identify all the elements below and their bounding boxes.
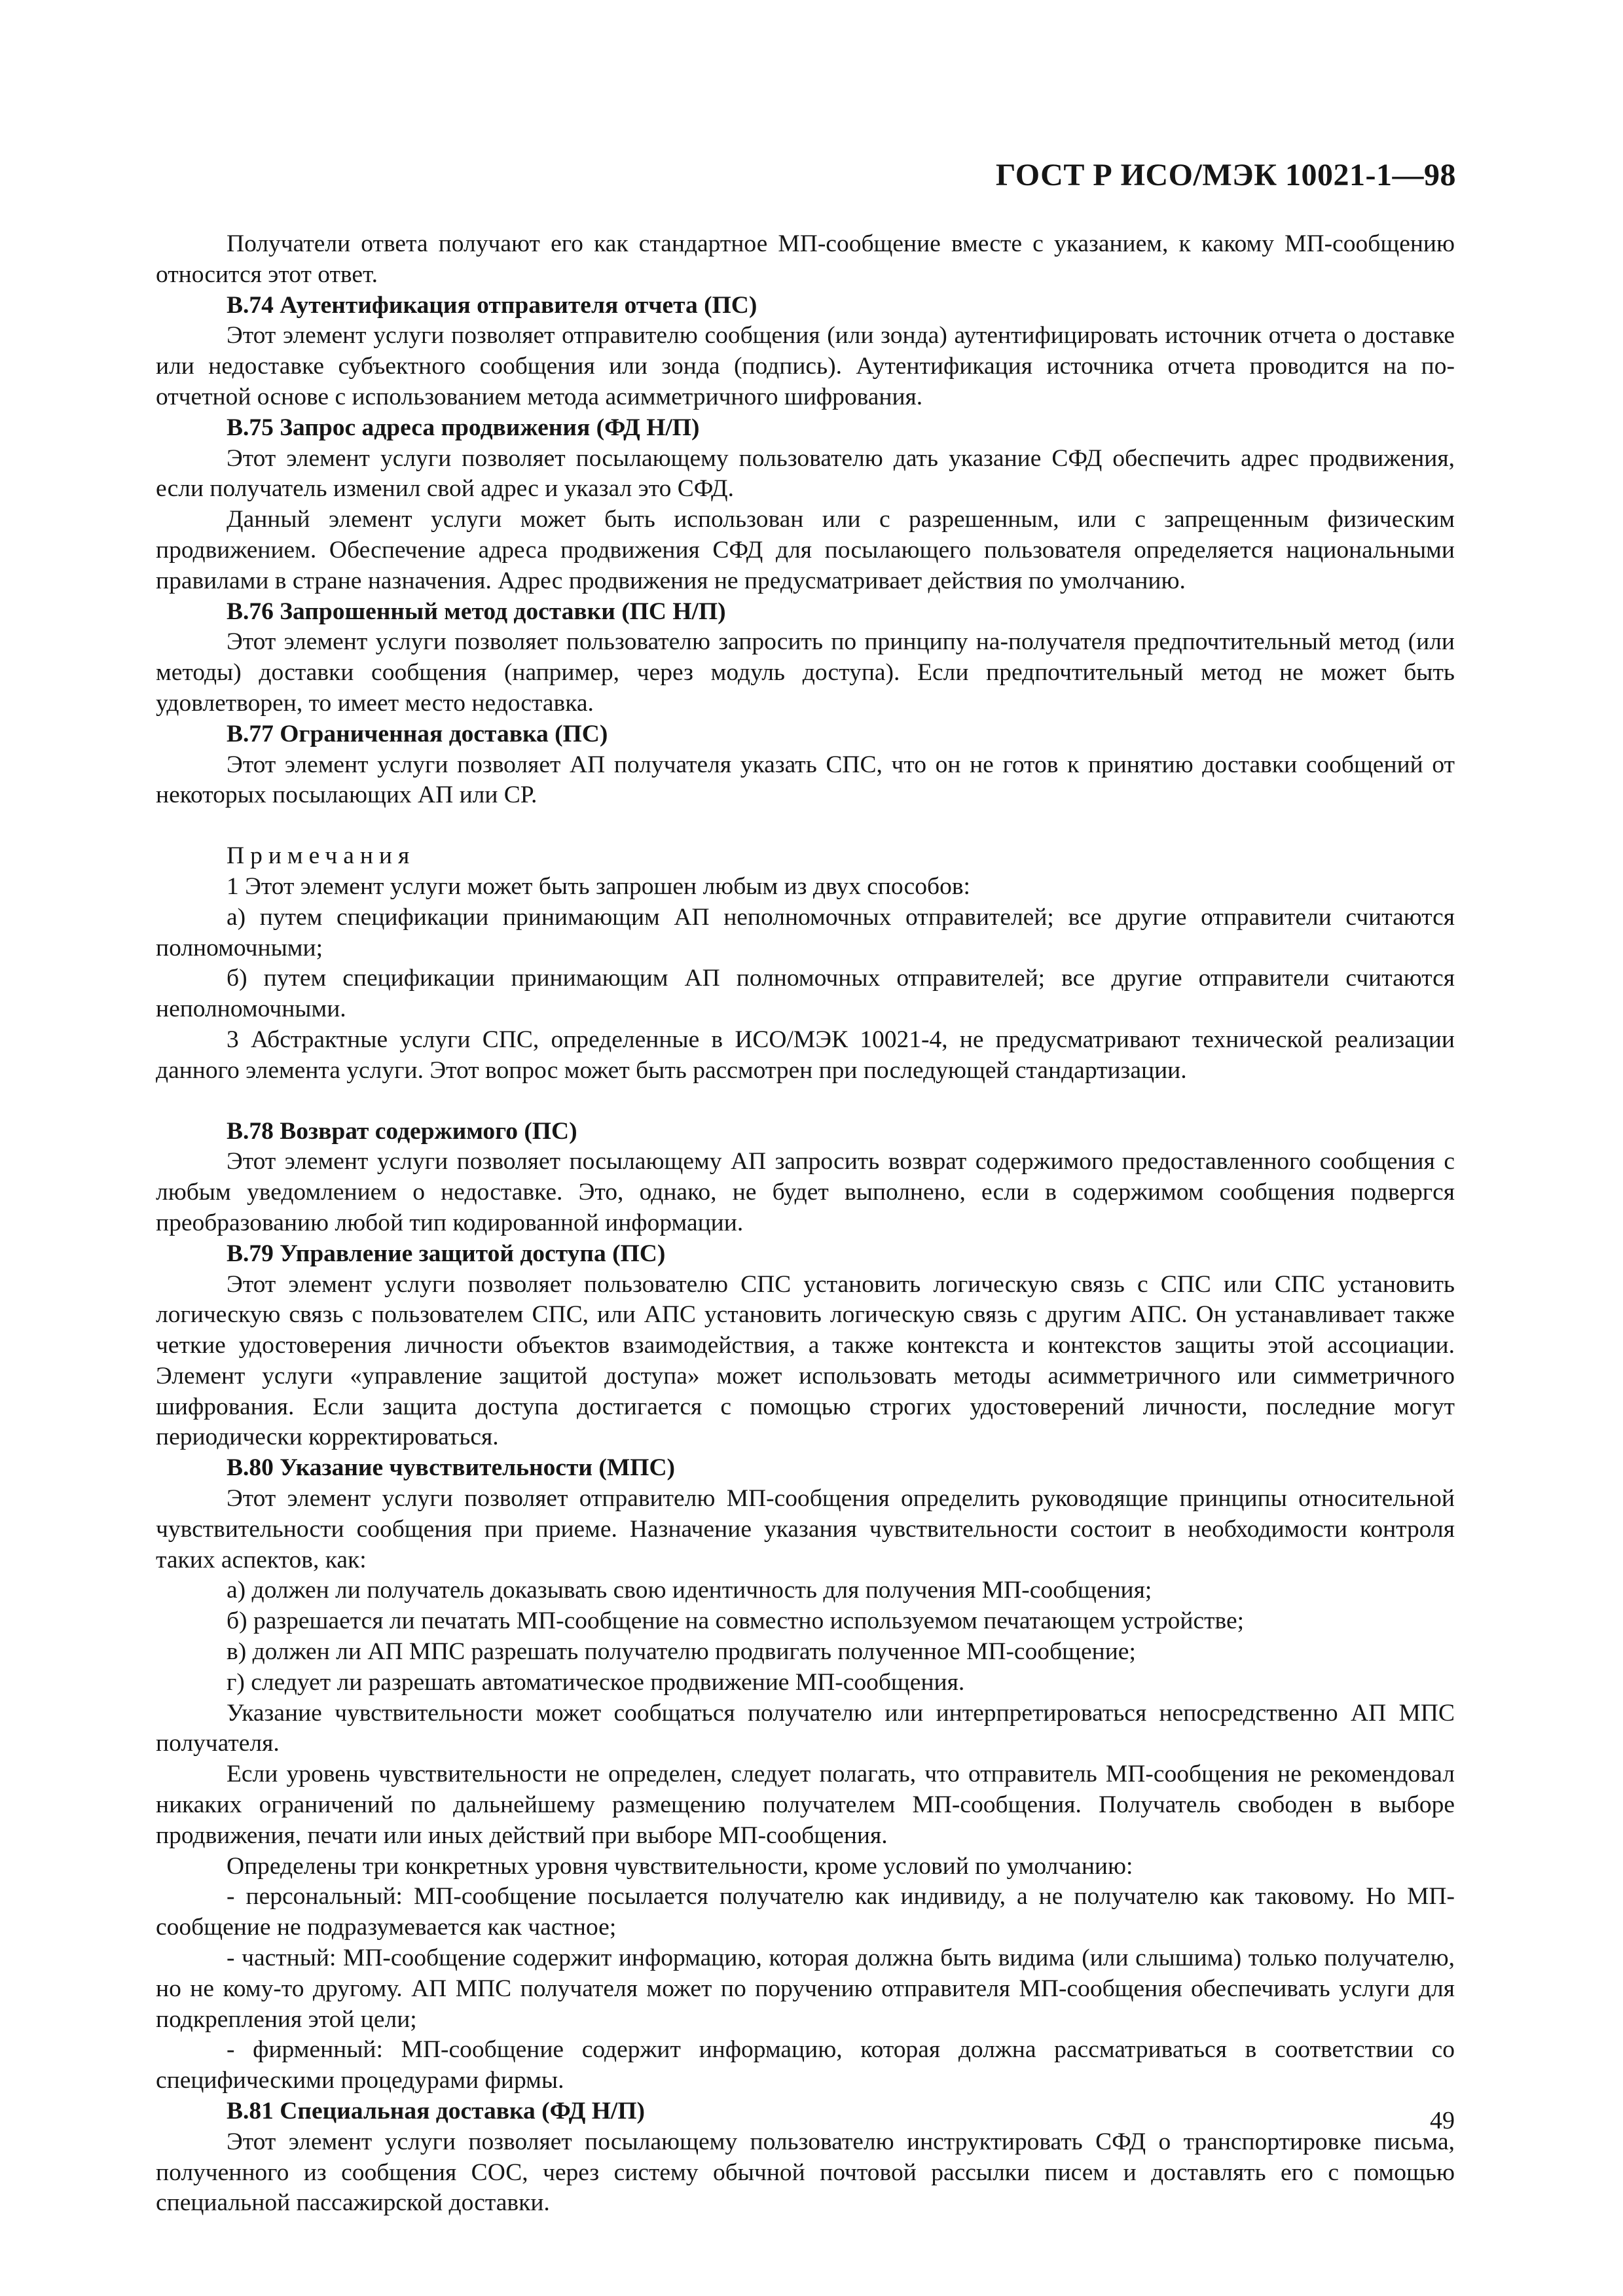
paragraph: Получатели ответа получают его как стандартное МП-сообщение вместе с указанием, к какому МП-сообщению относится этот ответ. [156, 230, 1455, 288]
paragraph: Этот элемент услуги позволяет АП получателя указать СПС, что он не готов к принятию доставки сообщений от некоторых посылающих АП или СР. [156, 751, 1455, 809]
list-item: - фирменный: МП-сообщение содержит информацию, которая должна рассматриваться в соответствии со специфическими процедурами фирмы. [156, 2036, 1455, 2094]
paragraph: Указание чувствительности может сообщаться получателю или интерпретироваться непосредственно АП МПС получателя. [156, 1699, 1455, 1757]
paragraph: Этот элемент услуги позволяет посылающему пользователю инструктировать СФД о транспортировке письма, полученного из сообщения СОС, через систему обычной почтовой рассылки писем и доставлять его с помощью специальной пассажирской доставки. [156, 2128, 1455, 2217]
list-item: - частный: МП-сообщение содержит информацию, которая должна быть видима (или слышима) только получателю, но не кому-то другому. АП МПС получателя может по поручению отправителя МП-сообщения обеспечивать услуги для подкрепления этой цели; [156, 1945, 1455, 2033]
note-item: 3 Абстрактные услуги СПС, определенные в ИСО/МЭК 10021-4, не предусматривают технической реализации данного элемента услуги. Этот вопрос может быть рассмотрен при последующей стандартизации. [156, 1026, 1455, 1084]
section-heading: B.77 Ограниченная доставка (ПС) [227, 720, 608, 747]
section-heading: B.79 Управление защитой доступа (ПС) [227, 1240, 666, 1267]
list-item: г) следует ли разрешать автоматическое продвижение МП-сообщения. [227, 1668, 965, 1696]
list-item: а) должен ли получатель доказывать свою идентичность для получения МП-сообщения; [227, 1577, 1152, 1604]
paragraph: Определены три конкретных уровня чувствительности, кроме условий по умолчанию: [227, 1852, 1133, 1880]
notes-title: Примечания [227, 842, 416, 870]
list-item: в) должен ли АП МПС разрешать получателю продвигать полученное МП-сообщение; [227, 1638, 1136, 1666]
document-header: ГОСТ Р ИСО/МЭК 10021-1—98 [995, 158, 1456, 192]
paragraph: Этот элемент услуги позволяет отправителю МП-сообщения определить руководящие принципы относительной чувствительности сообщения при приеме. Назначение указания чувствительности состоит в необходимости контроля таких аспектов, как: [156, 1485, 1455, 1573]
section-heading: B.78 Возврат содержимого (ПС) [227, 1117, 577, 1145]
section-heading: B.75 Запрос адреса продвижения (ФД Н/П) [227, 414, 700, 441]
paragraph: Этот элемент услуги позволяет отправителю сообщения (или зонда) аутентифицировать источник отчета о доставке или недоставке субъектного сообщения или зонда (подпись). Аутентификация источника отчета проводится на по-отчетной основе с использованием метода асимметричного шифрования. [156, 322, 1455, 410]
paragraph: Этот элемент услуги позволяет пользователю запросить по принципу на-получателя предпочтительный метод (или методы) доставки сообщения (например, через модуль доступа). Если предпочтительный метод не может быть удовлетворен, то имеет место недоставка. [156, 628, 1455, 717]
list-item: - персональный: МП-сообщение посылается получателю как индивиду, а не получателю как таковому. Но МП-сообщение не подразумевается как частное; [156, 1883, 1455, 1941]
paragraph: Если уровень чувствительности не определен, следует полагать, что отправитель МП-сообщения не рекомендовал никаких ограничений по дальнейшему размещению получателем МП-сообщения. Получатель свободен в выборе продвижения, печати или иных действий при выборе МП-сообщения. [156, 1761, 1455, 1849]
section-heading: B.80 Указание чувствительности (МПС) [227, 1454, 676, 1482]
section-heading: B.76 Запрошенный метод доставки (ПС Н/П) [227, 598, 726, 625]
section-heading: B.81 Специальная доставка (ФД Н/П) [227, 2098, 646, 2125]
note-item: 1 Этот элемент услуги может быть запрошен любым из двух способов: [227, 872, 970, 900]
paragraph: Этот элемент услуги позволяет посылающему АП запросить возврат содержимого предоставленного сообщения с любым уведомлением о недоставке. Это, однако, не будет выполнено, если в содержимом сообщения подвергся преобразованию любой тип кодированной информации. [156, 1148, 1455, 1236]
section-heading: B.74 Аутентификация отправителя отчета (ПС) [227, 291, 757, 319]
note-item: б) путем спецификации принимающим АП полномочных отправителей; все другие отправители считаются неполномочными. [156, 965, 1455, 1023]
page-number: 49 [1430, 2107, 1455, 2134]
paragraph: Данный элемент услуги может быть использован или с разрешенным, или с запрещенным физическим продвижением. Обеспечение адреса продвижения СФД для посылающего пользователя определяется национальными правилами в стране назначения. Адрес продвижения не предусматривает действия по умолчанию. [156, 506, 1455, 594]
paragraph: Этот элемент услуги позволяет посылающему пользователю дать указание СФД обеспечить адрес продвижения, если получатель изменил свой адрес и указал это СФД. [156, 444, 1455, 503]
paragraph: Этот элемент услуги позволяет пользователю СПС установить логическую связь с СПС или СПС установить логическую связь с пользователем СПС, или АПС установить логическую связь с другим АПС. Он устанавливает также четкие удостоверения личности объектов взаимодействия, а также контекста и контекстов защиты этой ассоциации. Элемент услуги «управление защитой доступа» может использовать методы асимметричного или симметричного шифрования. Если защита доступа достигается с помощью строгих удостоверений личности, последние могут периодически корректироваться. [156, 1270, 1455, 1451]
document-body [156, 229, 1455, 2219]
note-item: а) путем спецификации принимающим АП неполномочных отправителей; все другие отправители считаются полномочными; [156, 903, 1455, 961]
list-item: б) разрешается ли печатать МП-сообщение на совместно используемом печатающем устройстве; [227, 1607, 1245, 1635]
